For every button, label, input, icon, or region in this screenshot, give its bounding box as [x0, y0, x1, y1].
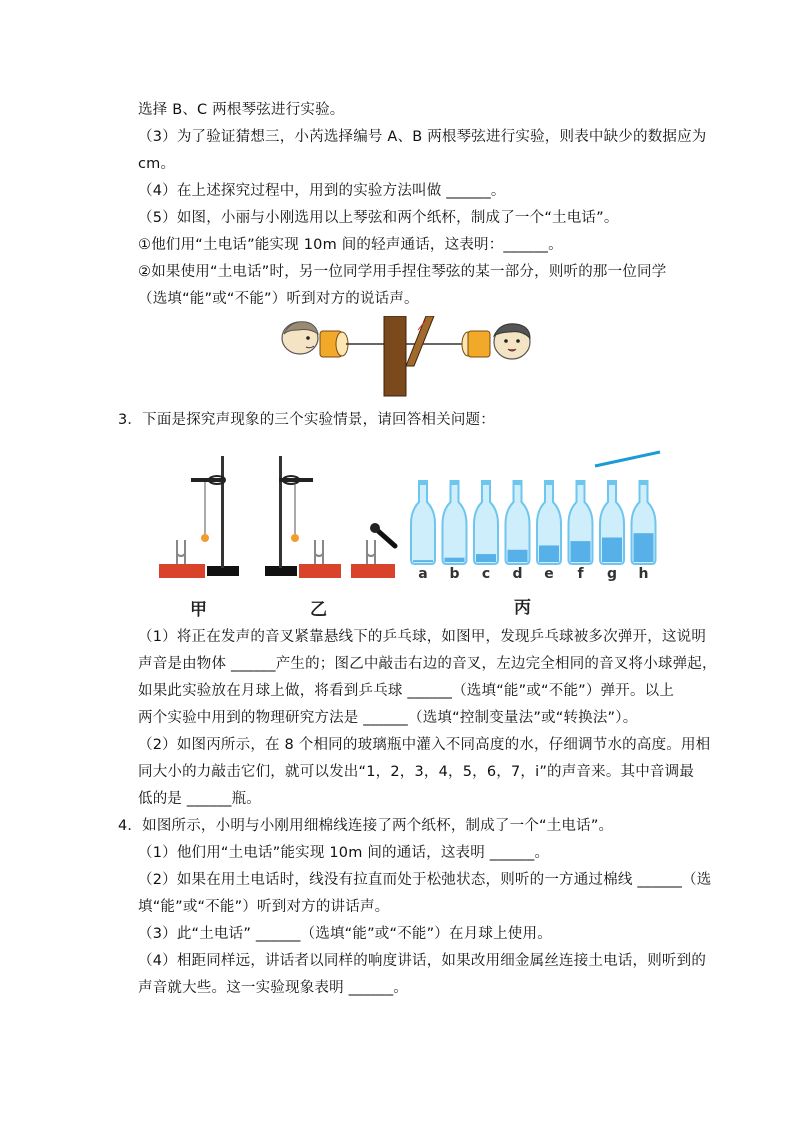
string-phone-figure	[276, 316, 538, 398]
bottle-f	[569, 480, 593, 582]
text-line: （1）将正在发声的音叉紧靠悬线下的乒乓球，如图甲，发现乒乓球被多次弹开，这说明	[138, 629, 707, 645]
water-level	[602, 538, 622, 562]
tuning-fork-icon	[315, 540, 323, 564]
text-line: cm。	[138, 156, 176, 172]
text-line: （1）他们用“土电话”能实现 10m 间的通话，这表明 ______。	[138, 845, 550, 861]
text-line: ②如果使用“土电话”时，另一位同学用手捏住琴弦的某一部分，则听的那一位同学	[138, 264, 667, 280]
right-person-icon	[494, 324, 530, 359]
water-level	[571, 541, 591, 562]
bottle-label: e	[544, 566, 554, 582]
text-line: 两个实验中用到的物理研究方法是 ______（选填“控制变量法”或“转换法”）。	[138, 710, 638, 726]
bottle-h	[632, 480, 656, 582]
stand-yi-icon	[265, 456, 313, 576]
bottle-label: c	[481, 566, 491, 582]
label-bing: 丙	[514, 598, 531, 618]
text-line: （选填“能”或“不能”）听到对方的说话声。	[138, 291, 419, 307]
water-level	[413, 560, 433, 562]
bottle-label: h	[638, 566, 649, 582]
red-block	[159, 564, 205, 578]
label-jia: 甲	[190, 600, 207, 620]
text-line: （3）此“土电话” ______（选填“能”或“不能”）在月球上使用。	[138, 926, 552, 942]
tuning-fork-icon	[177, 540, 185, 564]
text-line: 填“能”或“不能”）听到对方的讲话声。	[138, 899, 390, 915]
text-line: ①他们用“土电话”能实现 10m 间的轻声通话，这表明：______。	[138, 237, 563, 253]
question-4-title: 4．如图所示，小明与小刚用细棉线连接了两个纸杯，制成了一个“土电话”。	[118, 818, 614, 834]
water-level	[476, 554, 496, 562]
bottle-e	[537, 480, 561, 582]
bottle-c	[474, 480, 498, 582]
water-level	[445, 558, 465, 562]
water-level	[634, 533, 654, 562]
text-line: 声音是由物体 ______产生的；图乙中敲击右边的音叉，左边完全相同的音叉将小球弹起，	[138, 656, 717, 672]
bottle-label: f	[577, 566, 584, 582]
bottle-a	[411, 480, 435, 582]
left-person-icon	[282, 322, 318, 354]
wooden-board-icon	[384, 316, 434, 396]
mallet-icon	[370, 523, 395, 546]
right-cup-icon	[462, 331, 490, 357]
left-cup-icon	[320, 331, 348, 357]
text-line: 选择 B、C 两根琴弦进行实验。	[138, 102, 345, 118]
question-3-title: 3．下面是探究声现象的三个实验情景，请回答相关问题：	[118, 412, 495, 428]
text-line: （5）如图，小丽与小刚选用以上琴弦和两个纸杯，制成了一个“土电话”。	[138, 210, 619, 226]
red-block	[299, 564, 341, 578]
water-level	[539, 545, 559, 562]
text-line: （2）如果在用土电话时，线没有拉直而处于松弛状态，则听的一方通过棉线 ______（选	[138, 872, 712, 888]
text-line: 声音就大些。这一实验现象表明 ______。	[138, 980, 409, 996]
text-line: （3）为了验证猜想三，小芮选择编号 A、B 两根琴弦进行实验，则表中缺少的数据应为	[138, 129, 707, 145]
text-line: （4）相距同样远，讲话者以同样的响度讲话，如果改用细金属丝连接土电话，则听到的	[138, 953, 707, 969]
text-line: 低的是 ______瓶。	[138, 791, 262, 807]
text-line: （2）如图丙所示，在 8 个相同的玻璃瓶中灌入不同高度的水，仔细调节水的高度。用相	[138, 737, 711, 753]
bottle-label: g	[606, 566, 618, 582]
bottles-group	[411, 480, 656, 582]
ping-pong-ball-icon	[201, 534, 209, 542]
striking-stick-icon	[595, 452, 660, 466]
stand-jia-icon	[191, 456, 239, 576]
sound-experiment-figure	[155, 448, 667, 590]
text-line: （4）在上述探究过程中，用到的实验方法叫做 ______。	[138, 183, 506, 199]
bottle-b	[443, 480, 467, 582]
water-level	[508, 550, 528, 562]
bottle-label: b	[449, 566, 460, 582]
text-line: 同大小的力敲击它们，就可以发出“1，2，3，4，5，6，7，i”的声音来。其中音调最	[138, 764, 695, 780]
bottle-label: d	[512, 566, 523, 582]
tuning-fork-icon	[367, 540, 375, 564]
bottle-g	[600, 480, 624, 582]
red-block	[351, 564, 395, 578]
bottle-d	[506, 480, 530, 582]
label-yi: 乙	[310, 600, 327, 620]
bottle-label: a	[418, 566, 428, 582]
text-line: 如果此实验放在月球上做，将看到乒乓球 ______（选填“能”或“不能”）弹开。以上	[138, 683, 675, 699]
